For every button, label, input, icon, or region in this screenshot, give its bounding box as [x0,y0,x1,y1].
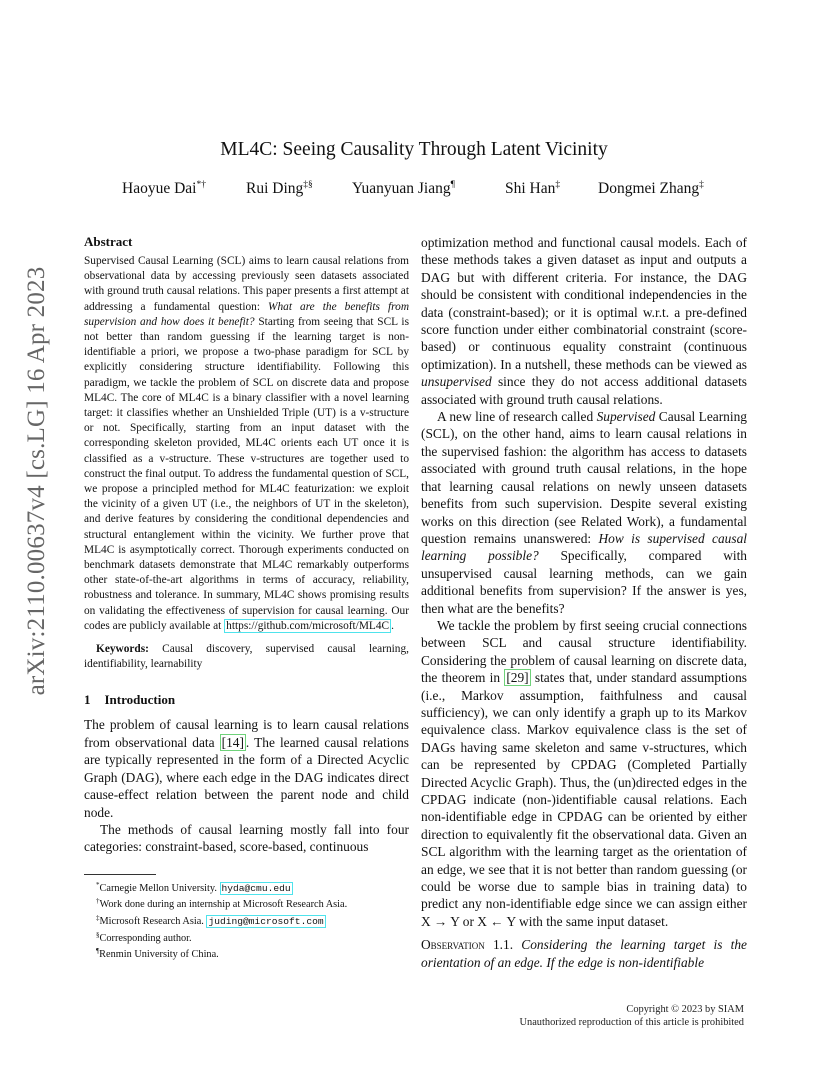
author-marks: *† [196,180,206,190]
abstract-heading: Abstract [84,234,133,249]
abstract-text-1: Supervised Causal Learning (SCL) aims to learn causal relations from observational data by accessing previously seen datasets associated with ground truth causal relations. This paper presents a first attempt at addressing a fundamental question: [84,255,409,313]
copyright-notice [520,1004,745,1029]
author-list [122,180,722,202]
author-4 [505,180,560,198]
code-url-link[interactable]: https://github.com/microsoft/ML4C [226,619,390,632]
footnote-text: Renmin University of China. [99,949,219,961]
body-paragraph [421,234,747,408]
emphasis-question: How is supervised causal learning possible? [421,530,747,564]
author-name: Shi Han [505,180,556,197]
abstract-body [84,254,409,634]
footnote [84,929,409,946]
body-text: A new line of research called [437,409,597,425]
copyright-line: Unauthorized reproduction of this article is prohibited [519,1016,744,1028]
citation-link[interactable]: [29] [506,670,529,686]
footnote [84,879,409,896]
observation [421,936,747,971]
author-name: Rui Ding [246,180,304,197]
author-2 [246,180,313,198]
abstract-question: What are the benefits from supervision and how does it benefit? [84,300,410,328]
footnote-mark: § [96,930,100,939]
body-text: since they do not access additional datasets associated with ground truth causal relations. [421,374,747,407]
left-column [84,234,409,962]
footnote-text: Microsoft Research Asia. [99,915,207,927]
author-5 [598,180,704,198]
body-text: Causal Learning (SCL), on the other hand, aims to learn causal relations in the supervised fashion: the algorithm has access to datasets associated with ground truth causal relations, in the hope that learning causal relations on newly unseen datasets benefits from such supervision. Despite several existing works on this direction (see Related Work), a fundamental question remains unanswered: [421,409,747,546]
footnote-text: Carnegie Mellon University. [99,882,220,894]
body-text: We tackle the problem by first seeing crucial connections between SCL and causal structure identifiability. Considering the problem of causal learning on discrete data, the theorem in [421,617,747,686]
observation-text: Considering the learning target is the orientation of an edge. If the edge is non-identifiable [421,937,747,970]
author-marks: ‡§ [303,180,313,190]
arxiv-sidebar-stamp [18,266,56,696]
body-paragraph [421,408,747,617]
intro-text: . The learned causal relations are typically represented in the form of a Directed Acyclic Graph (DAG), where each edge in the DAG indicates direct cause-effect relation between the parent node and child node. [84,734,409,820]
footnote-mark: ¶ [96,947,100,956]
footnote-text: Work done during an internship at Microsoft Research Asia. [99,899,348,911]
author-marks: ¶ [450,180,455,190]
footnote-mark: ‡ [96,913,100,922]
intro-paragraph-2: The methods of causal learning mostly fall into four categories: constraint-based, score-based, continuous [84,821,409,855]
abstract-text-3: . [391,619,394,632]
author-marks: ‡ [699,180,704,190]
emphasis: Supervised [596,409,656,425]
right-column [421,234,747,971]
body-text: optimization method and functional causal models. Each of these methods takes a given dataset as input and outputs a DAG but with different criteria. For instance, the DAG should be consistent with conditional independencies in the data (constraint-based); or it is optimal w.r.t. a pre-defined score function under either combinatorial constraint (score-based) or continuous equality constraint (continuous optimization). In a nutshell, these methods can be viewed as [421,235,747,372]
intro-text: The problem of causal learning is to learn causal relations from observational data [84,717,409,750]
footnote [84,945,409,962]
section-number: 1 [84,692,91,708]
section-heading [84,692,409,708]
author-1 [122,180,206,198]
body-text: Specifically, compared with unsupervised causal learning methods, can we gain additional benefits from supervision? If the answer is yes, then what are the benefits? [421,548,747,616]
keywords-label: Keywords: [96,643,149,656]
paper-title: ML4C: Seeing Causality Through Latent Vicinity [220,139,608,160]
citation-link[interactable]: [14] [221,734,244,750]
keywords-text: Causal discovery, supervised causal learning, identifiability, learnability [84,643,409,671]
footnote-rule [84,874,156,875]
abstract-text-2: Starting from seeing that SCL is not better than random guessing if the learning target is non-identifiable a priori, we propose a two-phase paradigm for SCL by explicitly considering structure identifiability. Following this paradigm, we tackle the problem of SCL on discrete data and propose ML4C. The core of ML4C is a binary classifier with a novel learning target: it classifies whether an Unshielded Triple (UT) is a v-structure or not. Specifically, starting from an input dataset with the corresponding skeleton provided, ML4C orients each UT once it is classified as a v-structure. These v-structures are together used to construct the final output. To address the fundamental question of SCL, we propose a principled method for ML4C featurization: we exploit the vicinity of a given UT (i.e., the neighbors of UT in the skeleton), and derive features by considering the conditional dependencies and structural entanglement within the vicinity. We further prove that ML4C is asymptotically correct. Thorough experiments conducted on benchmark datasets demonstrate that ML4C remarkably outperforms other state-of-the-art algorithms in terms of accuracy, reliability, robustness and tolerance. In summary, ML4C shows promising results on validating the effectiveness of supervision for causal learning. Our codes are publicly available at [84,315,409,632]
body-text: states that, under standard assumptions (i.e., Markov assumption, faithfulness and causal sufficiency), we can only identify a graph up to its Markov equivalence class. Markov equivalence class is the set of DAGs having same skeleton and same v-structures, which can be represented by CPDAG (Completed Partially Directed Acyclic Graph). Thus, the (un)directed edges in the CPDAG indicate (non-)identifiable causal relations. Each non-identifiable edge in CPDAG can be oriented by either direction to equivalently fit the observational data. Given an SCL algorithm with the learning target as the orientation of an edge, we see that it is not better than random guessing (or could be worse due to sample bias in training data) to predict any non-identifiable edge since we can assign either X → Y or X ← Y with the same input dataset. [421,670,747,929]
author-marks: ‡ [555,180,561,190]
intro-paragraph-1 [84,716,409,820]
email-link[interactable]: hyda@cmu.edu [221,882,291,894]
section-title: Introduction [104,692,176,708]
footnote-mark: * [96,880,100,889]
body-paragraph [421,617,747,930]
footnote [84,912,409,929]
email-link[interactable]: juding@microsoft.com [208,915,324,927]
footnote-mark: † [96,897,100,906]
author-3 [352,180,455,198]
keywords [84,642,409,672]
arxiv-id: arXiv:2110.00637v4 [cs.LG] 16 Apr 2023 [23,266,50,696]
author-name: Yuanyuan Jiang [352,180,451,197]
observation-label: Observation 1.1. [421,937,514,953]
footnote-text: Corresponding author. [99,932,192,944]
copyright-line: Copyright © 2023 by SIAM [626,1004,744,1015]
emphasis: unsupervised [421,374,492,390]
author-name: Haoyue Dai [122,180,197,197]
footnote [84,895,409,912]
author-name: Dongmei Zhang [598,180,700,197]
